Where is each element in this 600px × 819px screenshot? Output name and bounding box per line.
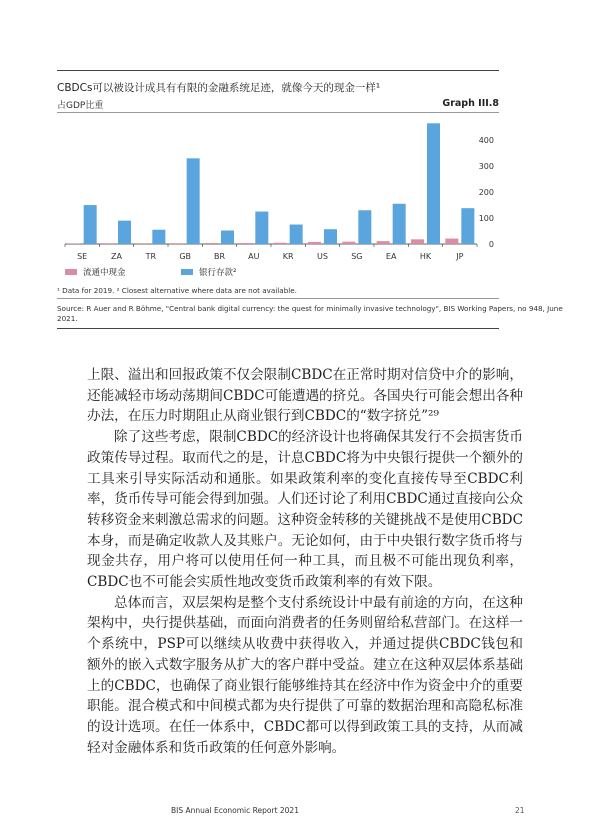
bar-cash-gb <box>171 243 184 244</box>
legend <box>57 266 499 280</box>
bar-cash-ea <box>377 241 390 244</box>
bar-deposits-za <box>118 221 131 244</box>
bar-cash-us <box>308 242 321 244</box>
bar-cash-jp <box>445 239 458 244</box>
bar-deposits-kr <box>290 225 303 244</box>
bar-deposits-hk <box>427 123 440 244</box>
chart-title: CBDCs可以被设计成具有有限的金融系统足迹，就像今天的现金一样¹ <box>57 82 381 94</box>
paragraph-2: 除了这些考虑，限制CBDC的经济设计也将确保其发行不会损害货币政策传导过程。取而代之的是，计息CBDC将为中央银行提供一个额外的工具来引导实际活动和通胀。如果政策利率的变化直接传导至CBDC利率，货币传导可能会得到加强。人们还讨论了利用CBDC通过直接向公众转移资金来刺激总需求的问题。这种资金转移的关键挑战不是使用CBDC本身，而是确定收款人及其账户。无论如何，由于中央银行数字货币将与现金共存，用户将可以使用任何一种工具，而且极不可能出现负利率，CBDC也不可能会实质性地改变货币政策利率的有效下限。 <box>87 429 523 591</box>
bar-cash-hk <box>411 239 424 244</box>
x-tick-label: EA <box>385 252 397 261</box>
legend-item-deposits <box>181 266 236 278</box>
bar-deposits-au <box>255 212 268 244</box>
bar-chart <box>57 114 499 264</box>
legend-label-deposits: 银行存款² <box>199 268 237 278</box>
paragraph-1: 上限、溢出和回报政策不仅会限制CBDC在正常时期对信贷中介的影响，还能减轻市场动荡期间CBDC可能遭遇的挤兑。各国央行可能会想出各种办法，在压力时期阻止从商业银行到CBDC的“数字挤兑”²⁹ <box>87 367 523 425</box>
bar-cash-au <box>239 243 252 244</box>
x-tick-label: HK <box>419 252 432 261</box>
bar-cash-tr <box>136 243 149 244</box>
x-tick-label: KR <box>282 252 294 261</box>
bar-deposits-jp <box>461 208 474 244</box>
legend-swatch-deposits <box>181 269 193 275</box>
x-tick-label: TR <box>145 252 157 261</box>
body-text <box>87 365 523 758</box>
bar-deposits-se <box>84 205 97 244</box>
y-tick-label: 100 <box>478 214 494 224</box>
x-tick-label: US <box>317 252 328 261</box>
x-tick-label: JP <box>456 252 464 261</box>
bottom-rule <box>57 328 499 329</box>
y-tick-label: 300 <box>478 162 494 172</box>
bar-deposits-ea <box>393 204 406 244</box>
legend-item-cash <box>65 266 126 278</box>
x-tick-label: AU <box>248 252 260 261</box>
footer-report-title: BIS Annual Economic Report 2021 <box>171 806 299 815</box>
x-tick-label: ZA <box>111 252 122 261</box>
footnote: ¹ Data for 2019. ² Closest alternative where data are not available. <box>57 286 297 295</box>
bar-deposits-tr <box>152 230 165 244</box>
x-tick-label: GB <box>179 252 192 261</box>
bar-deposits-br <box>221 231 234 244</box>
header-rule <box>57 112 499 113</box>
source-line: Source: R Auer and R Böhme, "Central bank digital currency: the quest for minimally invasive technology", BIS Working Papers, no 948, June <box>57 304 563 313</box>
graph-id: Graph III.8 <box>442 98 499 109</box>
legend-label-cash: 流通中现金 <box>83 268 126 278</box>
source-line-cont: 2021. <box>57 314 78 323</box>
x-tick-label: BR <box>213 252 226 261</box>
bar-cash-sg <box>342 242 355 244</box>
bar-cash-za <box>102 243 115 244</box>
x-tick-label: SE <box>77 252 88 261</box>
legend-swatch-cash <box>65 269 77 275</box>
bar-deposits-sg <box>358 210 371 244</box>
top-rule <box>57 70 499 71</box>
bar-deposits-us <box>324 229 337 244</box>
y-tick-label: 0 <box>488 240 494 249</box>
y-tick-label: 400 <box>478 136 494 146</box>
note-rule <box>57 298 499 299</box>
bar-deposits-gb <box>187 158 200 244</box>
x-tick-label: SG <box>351 252 363 261</box>
paragraph-3: 总体而言，双层架构是整个支付系统设计中最有前途的方向，在这种架构中，央行提供基础，而面向消费者的任务则留给私营部门。在这样一个系统中，PSP可以继续从收费中获得收入，并通过提供CBDC钱包和额外的嵌入式数字服务从扩大的客户群中受益。建立在这种双层体系基础上的CBDC，也确保了商业银行能够维持其在经济中作为资金中介的重要职能。混合模式和中间模式都为央行提供了可靠的数据治理和高隐私标准的设计选项。在任一体系中，CBDC都可以得到政策工具的支持，从而减轻对金融体系和货币政策的任何意外影响。 <box>87 594 523 756</box>
footer-page-number: 21 <box>515 806 525 815</box>
bar-cash-kr <box>274 243 287 244</box>
bar-cash-br <box>205 243 218 244</box>
y-tick-label: 200 <box>478 188 494 198</box>
y-unit-label: 占GDP比重 <box>57 101 104 111</box>
